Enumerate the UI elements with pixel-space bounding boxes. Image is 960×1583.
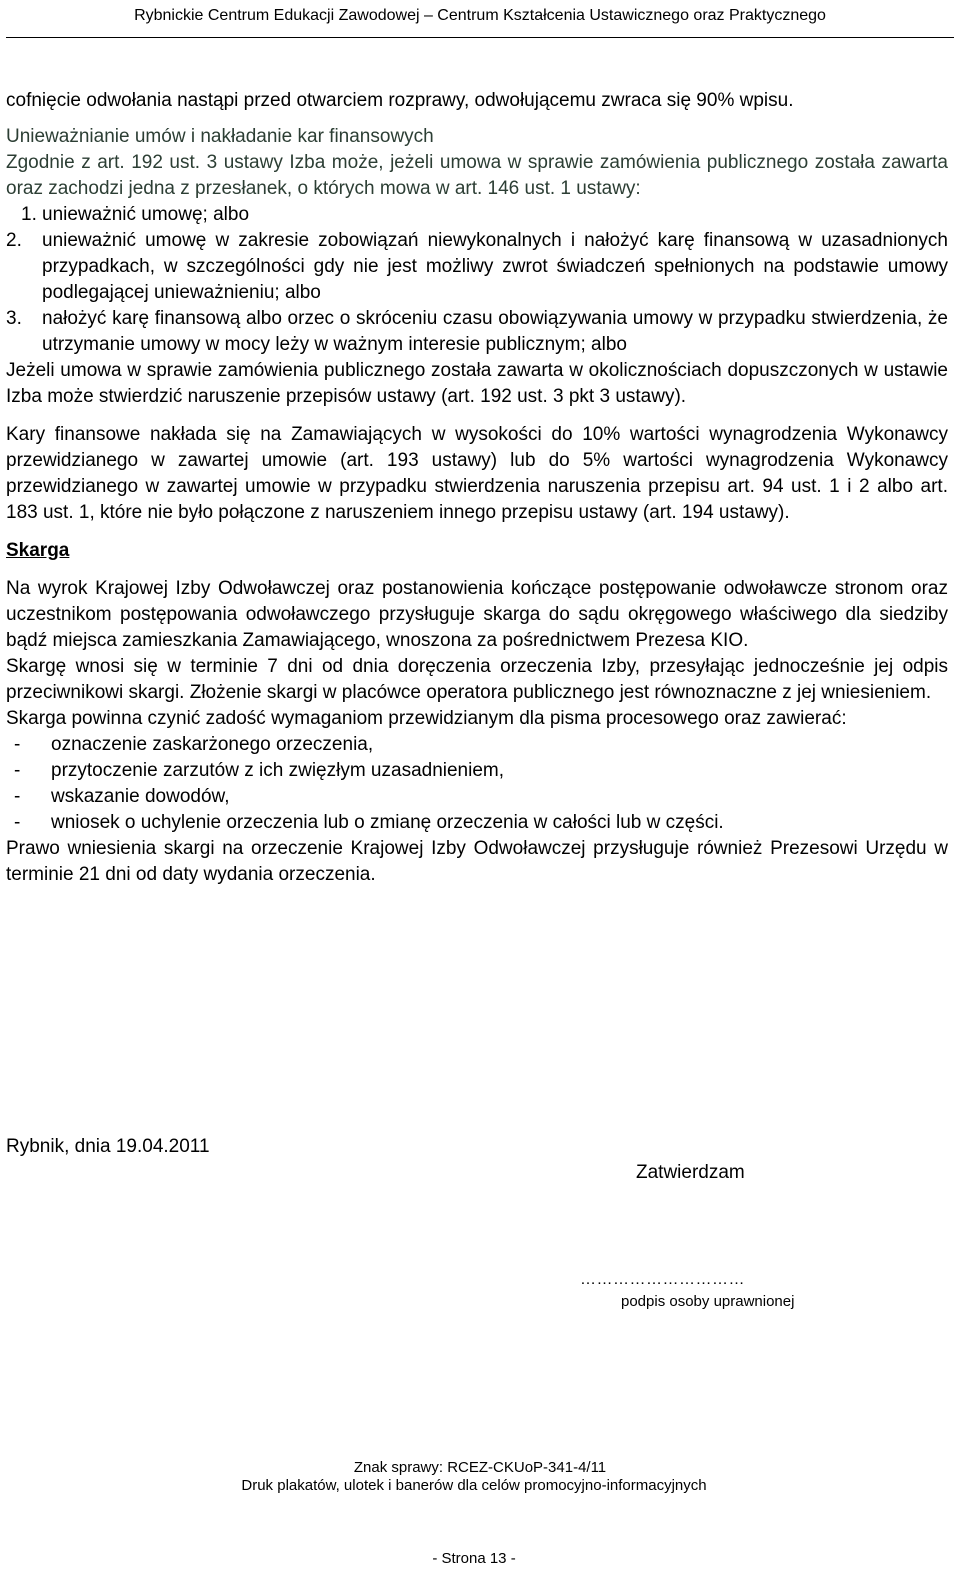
list-text: unieważnić umowę; albo <box>42 204 250 225</box>
list-item <box>6 758 948 784</box>
dash-marker: - <box>14 812 21 833</box>
paragraph-1: Zgodnie z art. 192 ust. 3 ustawy Izba może, jeżeli umowa w sprawie zamówienia publicznego została zawarta oraz zachodzi jedna z przesłanek, o których mowa w art. 146 ust. 1 ustawy: <box>6 152 948 199</box>
dash-marker: - <box>14 734 21 755</box>
page-number: - Strona 13 - <box>432 1550 516 1567</box>
list-item <box>6 228 948 306</box>
numbered-list <box>6 202 948 228</box>
list-item <box>6 784 948 810</box>
list-text: nałożyć karę finansową albo orzec o skróceniu czasu obowiązywania umowy w przypadku stwierdzenia, że utrzymanie umowy w mocy leży w ważnym interesie publicznym; albo <box>42 308 948 355</box>
list-text: wskazanie dowodów, <box>51 786 230 807</box>
document-body <box>6 88 948 888</box>
approval-label: Zatwierdzam <box>636 1162 745 1183</box>
list-item <box>6 810 948 836</box>
numbered-list-cont <box>6 228 948 358</box>
paragraph-4: Na wyrok Krajowej Izby Odwoławczej oraz postanowienia kończące postępowanie odwoławcze stronom oraz uczestnikom postępowania odwoławczego przysługuje skarga do sądu okręgowego właściwego dla siedziby bądź miejsca zamieszkania Zamawiającego, wnoszona za pośrednictwem Prezesa KIO. <box>6 578 948 651</box>
list-number: 1. <box>21 204 37 225</box>
footer-note: Druk plakatów, ulotek i banerów dla celów promocyjno-informacyjnych <box>241 1477 707 1494</box>
list-text: oznaczenie zaskarżonego orzeczenia, <box>51 734 374 755</box>
paragraph-5: Skargę wnosi się w terminie 7 dni od dnia doręczenia orzeczenia Izby, przesyłając jednocześnie jej odpis przeciwnikowi skargi. Złożenie skargi w placówce operatora publicznego jest równoznaczne z jej wniesieniem. <box>6 656 948 703</box>
list-text: unieważnić umowę w zakresie zobowiązań niewykonalnych i nałożyć karę finansową w uzasadnionych przypadkach, w szczególności gdy nie jest możliwy zwrot świadczeń spełnionych na podstawie umowy podlegającej unieważnieniu; albo <box>42 230 948 303</box>
paragraph-2: Jeżeli umowa w sprawie zamówienia publicznego została zawarta w okolicznościach dopuszczonych w ustawie Izba może stwierdzić naruszenie przepisów ustawy (art. 192 ust. 3 pkt 3 ustawy). <box>6 360 948 407</box>
dash-marker: - <box>14 786 21 807</box>
list-number: 3. <box>6 308 22 329</box>
dash-list <box>6 732 948 836</box>
dash-marker: - <box>14 760 21 781</box>
signature-label: podpis osoby uprawnionej <box>621 1293 795 1310</box>
place-date: Rybnik, dnia 19.04.2011 <box>6 1136 210 1157</box>
case-reference: Znak sprawy: RCEZ-CKUoP-341-4/11 <box>353 1459 607 1476</box>
paragraph-7: Prawo wniesienia skargi na orzeczenie Krajowej Izby Odwoławczej przysługuje również Prezesowi Urzędu w terminie 21 dni od daty wydania orzeczenia. <box>6 838 948 885</box>
page-header <box>0 0 960 40</box>
section-title-skarga: Skarga <box>6 540 70 561</box>
header-title: Rybnickie Centrum Edukacji Zawodowej – Centrum Kształcenia Ustawicznego oraz Praktycznego <box>134 7 826 24</box>
list-text: wniosek o uchylenie orzeczenia lub o zmianę orzeczenia w całości lub w części. <box>51 812 724 833</box>
paragraph-6: Skarga powinna czynić zadość wymaganiom przewidzianym dla pisma procesowego oraz zawierać: <box>6 708 847 729</box>
list-item <box>6 202 948 228</box>
subheading: Unieważnianie umów i nakładanie kar finansowych <box>6 126 434 147</box>
signature-line: ………………………… <box>580 1271 745 1288</box>
paragraph-3: Kary finansowe nakłada się na Zamawiających w wysokości do 10% wartości wynagrodzenia Wykonawcy przewidzianego w zawartej umowie (art. 193 ustawy) lub do 5% wartości wynagrodzenia Wykonawcy przewidzianego w zawartej umowie w przypadku stwierdzenia naruszenia przepisu art. 94 ust. 1 i 2 albo art. 183 ust. 1, które nie było połączone z naruszeniem innego przepisu ustawy (art. 194 ustawy). <box>6 424 948 523</box>
list-item <box>6 306 948 358</box>
list-item <box>6 732 948 758</box>
intro-continuation: cofnięcie odwołania nastąpi przed otwarciem rozprawy, odwołującemu zwraca się 90% wpisu. <box>6 90 794 111</box>
list-text: przytoczenie zarzutów z ich zwięzłym uzasadnieniem, <box>51 760 505 781</box>
list-number: 2. <box>6 230 22 251</box>
header-rule <box>6 37 954 38</box>
